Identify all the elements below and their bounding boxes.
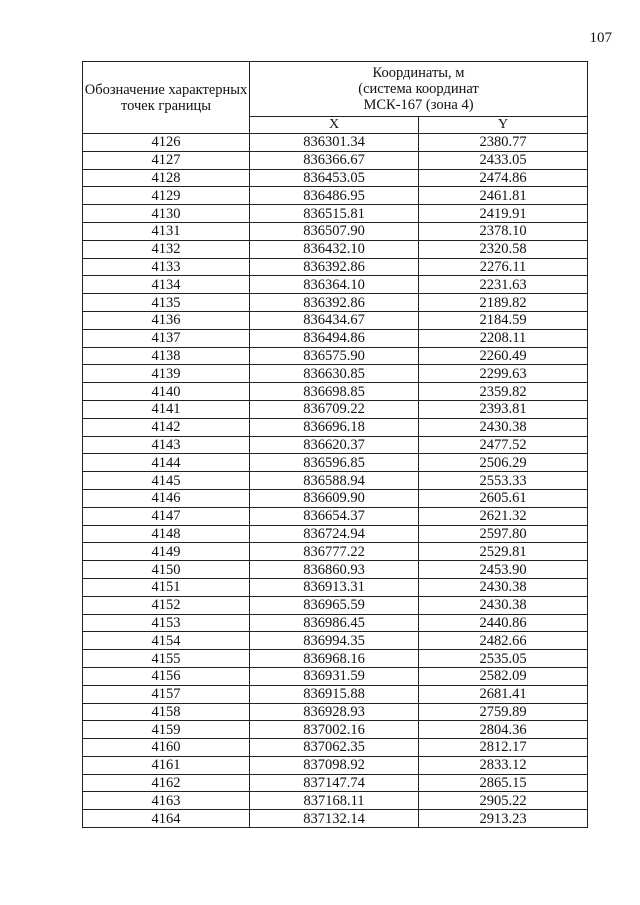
table-row [83, 774, 588, 792]
y-coordinate-cell: 2189.82 [419, 294, 588, 312]
y-coordinate-cell: 2419.91 [419, 205, 588, 223]
y-coordinate-cell: 2605.61 [419, 489, 588, 507]
point-designation-cell: 4164 [83, 810, 250, 828]
x-coordinate-cell: 836696.18 [250, 418, 419, 436]
x-coordinate-cell: 837002.16 [250, 721, 419, 739]
x-coordinate-cell: 836913.31 [250, 578, 419, 596]
y-coordinate-cell: 2359.82 [419, 383, 588, 401]
y-coordinate-cell: 2430.38 [419, 578, 588, 596]
point-designation-cell: 4137 [83, 329, 250, 347]
y-column-header: Y [419, 117, 588, 134]
y-coordinate-cell: 2477.52 [419, 436, 588, 454]
y-coordinate-cell: 2440.86 [419, 614, 588, 632]
y-coordinate-cell: 2621.32 [419, 507, 588, 525]
point-designation-cell: 4158 [83, 703, 250, 721]
y-coordinate-cell: 2320.58 [419, 240, 588, 258]
table-row [83, 205, 588, 223]
table-row [83, 685, 588, 703]
y-coordinate-cell: 2474.86 [419, 169, 588, 187]
point-designation-cell: 4156 [83, 667, 250, 685]
point-designation-cell: 4130 [83, 205, 250, 223]
table-row [83, 507, 588, 525]
y-coordinate-cell: 2759.89 [419, 703, 588, 721]
y-coordinate-cell: 2865.15 [419, 774, 588, 792]
table-row [83, 169, 588, 187]
point-designation-cell: 4138 [83, 347, 250, 365]
x-column-header: X [250, 117, 419, 134]
x-coordinate-cell: 836588.94 [250, 472, 419, 490]
x-coordinate-cell: 836486.95 [250, 187, 419, 205]
x-coordinate-cell: 837132.14 [250, 810, 419, 828]
point-designation-cell: 4145 [83, 472, 250, 490]
x-coordinate-cell: 836709.22 [250, 400, 419, 418]
x-coordinate-cell: 836366.67 [250, 151, 419, 169]
x-coordinate-cell: 836575.90 [250, 347, 419, 365]
table-row [83, 418, 588, 436]
y-coordinate-cell: 2430.38 [419, 596, 588, 614]
y-coordinate-cell: 2260.49 [419, 347, 588, 365]
y-coordinate-cell: 2529.81 [419, 543, 588, 561]
table-row [83, 134, 588, 152]
x-coordinate-cell: 836698.85 [250, 383, 419, 401]
table-body [83, 134, 588, 828]
y-coordinate-cell: 2597.80 [419, 525, 588, 543]
point-designation-cell: 4133 [83, 258, 250, 276]
y-coordinate-cell: 2430.38 [419, 418, 588, 436]
table-row [83, 329, 588, 347]
coordinates-table [82, 61, 588, 828]
x-coordinate-cell: 836596.85 [250, 454, 419, 472]
point-designation-cell: 4144 [83, 454, 250, 472]
x-coordinate-cell: 836986.45 [250, 614, 419, 632]
point-designation-cell: 4134 [83, 276, 250, 294]
table-row [83, 667, 588, 685]
y-coordinate-cell: 2276.11 [419, 258, 588, 276]
table-row [83, 365, 588, 383]
y-coordinate-cell: 2433.05 [419, 151, 588, 169]
table-row [83, 258, 588, 276]
y-coordinate-cell: 2812.17 [419, 739, 588, 757]
point-designation-cell: 4149 [83, 543, 250, 561]
y-coordinate-cell: 2208.11 [419, 329, 588, 347]
page-number: 107 [589, 30, 612, 46]
x-coordinate-cell: 836494.86 [250, 329, 419, 347]
table-row [83, 525, 588, 543]
point-designation-cell: 4143 [83, 436, 250, 454]
y-coordinate-cell: 2582.09 [419, 667, 588, 685]
point-designation-cell: 4151 [83, 578, 250, 596]
table-row [83, 187, 588, 205]
table-row [83, 400, 588, 418]
point-designation-cell: 4142 [83, 418, 250, 436]
x-coordinate-cell: 836654.37 [250, 507, 419, 525]
table-row [83, 151, 588, 169]
table-row [83, 650, 588, 668]
y-coordinate-cell: 2378.10 [419, 222, 588, 240]
x-coordinate-cell: 837168.11 [250, 792, 419, 810]
x-coordinate-cell: 836965.59 [250, 596, 419, 614]
y-coordinate-cell: 2453.90 [419, 561, 588, 579]
x-coordinate-cell: 837147.74 [250, 774, 419, 792]
point-designation-cell: 4127 [83, 151, 250, 169]
x-coordinate-cell: 836507.90 [250, 222, 419, 240]
point-designation-cell: 4152 [83, 596, 250, 614]
table-row [83, 472, 588, 490]
point-designation-cell: 4162 [83, 774, 250, 792]
y-coordinate-cell: 2506.29 [419, 454, 588, 472]
point-designation-cell: 4132 [83, 240, 250, 258]
table-row [83, 632, 588, 650]
table-row [83, 792, 588, 810]
x-coordinate-cell: 836724.94 [250, 525, 419, 543]
table-row [83, 222, 588, 240]
table-row [83, 294, 588, 312]
y-coordinate-cell: 2299.63 [419, 365, 588, 383]
table-row [83, 561, 588, 579]
point-designation-cell: 4159 [83, 721, 250, 739]
table-row [83, 311, 588, 329]
point-designation-cell: 4135 [83, 294, 250, 312]
x-coordinate-cell: 836968.16 [250, 650, 419, 668]
point-designation-cell: 4131 [83, 222, 250, 240]
point-designation-cell: 4126 [83, 134, 250, 152]
table-header [83, 62, 588, 134]
y-coordinate-cell: 2535.05 [419, 650, 588, 668]
table-row [83, 347, 588, 365]
x-coordinate-cell: 836777.22 [250, 543, 419, 561]
point-designation-cell: 4146 [83, 489, 250, 507]
y-coordinate-cell: 2184.59 [419, 311, 588, 329]
designation-header: Обозначение характерных точек границы [83, 62, 250, 134]
table-row [83, 721, 588, 739]
y-coordinate-cell: 2804.36 [419, 721, 588, 739]
table-row [83, 240, 588, 258]
table-row [83, 454, 588, 472]
x-coordinate-cell: 836915.88 [250, 685, 419, 703]
x-coordinate-cell: 836392.86 [250, 258, 419, 276]
coordinates-header-line2: (система координат [358, 81, 479, 97]
table-row [83, 703, 588, 721]
coordinates-header-line3: МСК-167 (зона 4) [363, 97, 474, 113]
x-coordinate-cell: 836515.81 [250, 205, 419, 223]
point-designation-cell: 4141 [83, 400, 250, 418]
table-row [83, 756, 588, 774]
x-coordinate-cell: 836364.10 [250, 276, 419, 294]
x-coordinate-cell: 836432.10 [250, 240, 419, 258]
point-designation-cell: 4128 [83, 169, 250, 187]
point-designation-cell: 4148 [83, 525, 250, 543]
table-row [83, 489, 588, 507]
x-coordinate-cell: 836301.34 [250, 134, 419, 152]
table-row [83, 596, 588, 614]
x-coordinate-cell: 836620.37 [250, 436, 419, 454]
point-designation-cell: 4155 [83, 650, 250, 668]
table-row [83, 436, 588, 454]
point-designation-cell: 4161 [83, 756, 250, 774]
y-coordinate-cell: 2393.81 [419, 400, 588, 418]
table-row [83, 383, 588, 401]
y-coordinate-cell: 2553.33 [419, 472, 588, 490]
x-coordinate-cell: 836392.86 [250, 294, 419, 312]
x-coordinate-cell: 836434.67 [250, 311, 419, 329]
x-coordinate-cell: 837062.35 [250, 739, 419, 757]
point-designation-cell: 4139 [83, 365, 250, 383]
y-coordinate-cell: 2380.77 [419, 134, 588, 152]
y-coordinate-cell: 2482.66 [419, 632, 588, 650]
point-designation-cell: 4136 [83, 311, 250, 329]
y-coordinate-cell: 2905.22 [419, 792, 588, 810]
x-coordinate-cell: 836609.90 [250, 489, 419, 507]
table-row [83, 543, 588, 561]
coordinates-header [250, 62, 588, 117]
y-coordinate-cell: 2833.12 [419, 756, 588, 774]
table-row [83, 810, 588, 828]
table-row [83, 739, 588, 757]
x-coordinate-cell: 836860.93 [250, 561, 419, 579]
y-coordinate-cell: 2681.41 [419, 685, 588, 703]
point-designation-cell: 4140 [83, 383, 250, 401]
x-coordinate-cell: 836928.93 [250, 703, 419, 721]
y-coordinate-cell: 2461.81 [419, 187, 588, 205]
x-coordinate-cell: 837098.92 [250, 756, 419, 774]
point-designation-cell: 4150 [83, 561, 250, 579]
x-coordinate-cell: 836994.35 [250, 632, 419, 650]
coordinates-header-line1: Координаты, м [372, 65, 465, 81]
point-designation-cell: 4154 [83, 632, 250, 650]
point-designation-cell: 4163 [83, 792, 250, 810]
point-designation-cell: 4157 [83, 685, 250, 703]
point-designation-cell: 4160 [83, 739, 250, 757]
table-row [83, 276, 588, 294]
x-coordinate-cell: 836931.59 [250, 667, 419, 685]
table-row [83, 614, 588, 632]
table-row [83, 578, 588, 596]
point-designation-cell: 4129 [83, 187, 250, 205]
y-coordinate-cell: 2913.23 [419, 810, 588, 828]
point-designation-cell: 4153 [83, 614, 250, 632]
point-designation-cell: 4147 [83, 507, 250, 525]
x-coordinate-cell: 836630.85 [250, 365, 419, 383]
x-coordinate-cell: 836453.05 [250, 169, 419, 187]
y-coordinate-cell: 2231.63 [419, 276, 588, 294]
